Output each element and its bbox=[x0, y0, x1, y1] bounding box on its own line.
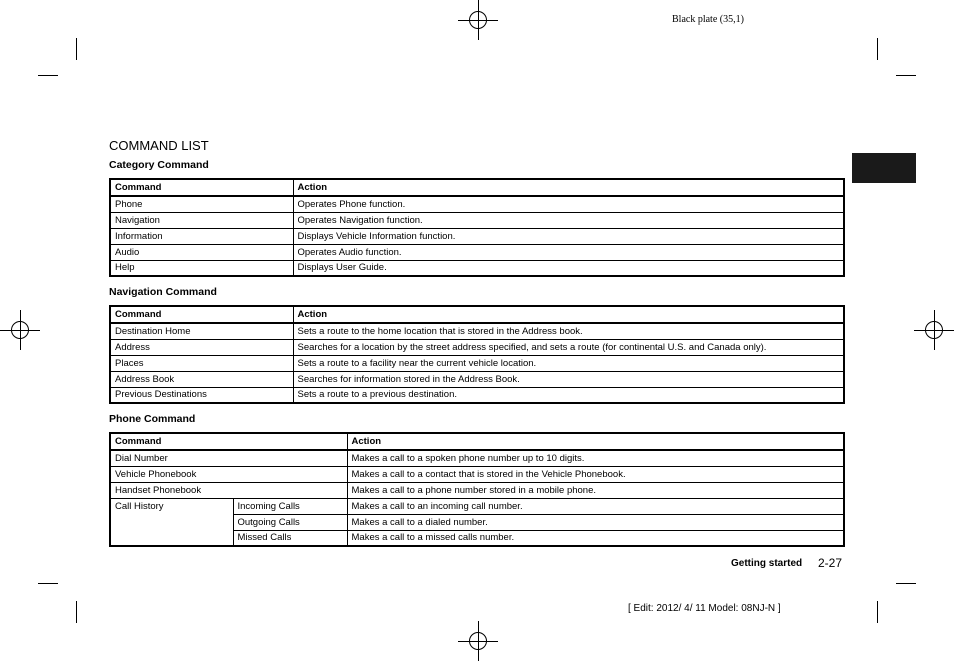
subcommand-cell: Missed Calls bbox=[233, 530, 347, 546]
crop-mark bbox=[38, 583, 58, 584]
action-cell: Displays User Guide. bbox=[293, 260, 844, 276]
column-header-action: Action bbox=[293, 306, 844, 323]
registration-mark bbox=[914, 310, 954, 350]
table-row bbox=[110, 482, 844, 498]
column-header-action: Action bbox=[347, 433, 844, 450]
call-history-cell: Call History bbox=[110, 498, 233, 546]
crop-mark bbox=[877, 38, 878, 60]
action-cell: Sets a route to the home location that is stored in the Address book. bbox=[293, 323, 844, 339]
navigation-command-heading: Navigation Command bbox=[109, 286, 217, 298]
navigation-command-table bbox=[109, 305, 845, 404]
crop-mark bbox=[76, 601, 77, 623]
action-cell: Makes a call to an incoming call number. bbox=[347, 498, 844, 514]
table-row bbox=[110, 260, 844, 276]
crop-mark bbox=[877, 601, 878, 623]
table-row bbox=[110, 196, 844, 212]
crop-mark bbox=[896, 75, 916, 76]
command-cell: Vehicle Phonebook bbox=[110, 466, 347, 482]
column-header-action: Action bbox=[293, 179, 844, 196]
command-cell: Navigation bbox=[110, 212, 293, 228]
action-cell: Searches for a location by the street address specified, and sets a route (for continental U.S. and Canada only). bbox=[293, 339, 844, 355]
command-cell: Phone bbox=[110, 196, 293, 212]
registration-mark bbox=[458, 0, 498, 40]
column-header-command: Command bbox=[110, 306, 293, 323]
action-cell: Makes a call to a spoken phone number up to 10 digits. bbox=[347, 450, 844, 466]
chapter-tab bbox=[852, 153, 916, 183]
category-command-table bbox=[109, 178, 845, 277]
action-cell: Displays Vehicle Information function. bbox=[293, 228, 844, 244]
command-cell: Dial Number bbox=[110, 450, 347, 466]
edit-info: [ Edit: 2012/ 4/ 11 Model: 08NJ-N ] bbox=[628, 603, 781, 614]
table-header-row bbox=[110, 433, 844, 450]
action-cell: Makes a call to a contact that is stored in the Vehicle Phonebook. bbox=[347, 466, 844, 482]
plate-label: Black plate (35,1) bbox=[672, 14, 744, 25]
command-cell: Information bbox=[110, 228, 293, 244]
table-row bbox=[110, 371, 844, 387]
footer-section-name: Getting started bbox=[731, 558, 803, 569]
phone-command-table bbox=[109, 432, 845, 547]
phone-command-heading: Phone Command bbox=[109, 413, 196, 425]
table-row bbox=[110, 323, 844, 339]
command-cell: Address bbox=[110, 339, 293, 355]
table-row bbox=[110, 355, 844, 371]
table-row bbox=[110, 387, 844, 403]
command-cell: Address Book bbox=[110, 371, 293, 387]
table-row bbox=[110, 212, 844, 228]
command-cell: Help bbox=[110, 260, 293, 276]
table-row bbox=[110, 244, 844, 260]
command-cell: Audio bbox=[110, 244, 293, 260]
table-header-row bbox=[110, 306, 844, 323]
action-cell: Sets a route to a previous destination. bbox=[293, 387, 844, 403]
action-cell: Sets a route to a facility near the current vehicle location. bbox=[293, 355, 844, 371]
registration-mark bbox=[0, 310, 40, 350]
table-header-row bbox=[110, 179, 844, 196]
page-title: COMMAND LIST bbox=[109, 138, 209, 153]
command-cell: Places bbox=[110, 355, 293, 371]
table-row bbox=[110, 466, 844, 482]
page-number: 2-27 bbox=[818, 556, 843, 570]
subcommand-cell: Outgoing Calls bbox=[233, 514, 347, 530]
action-cell: Makes a call to a phone number stored in a mobile phone. bbox=[347, 482, 844, 498]
action-cell: Searches for information stored in the Address Book. bbox=[293, 371, 844, 387]
action-cell: Makes a call to a dialed number. bbox=[347, 514, 844, 530]
crop-mark bbox=[76, 38, 77, 60]
table-row bbox=[110, 228, 844, 244]
table-row bbox=[110, 498, 844, 514]
crop-mark bbox=[896, 583, 916, 584]
column-header-command: Command bbox=[110, 179, 293, 196]
category-command-heading: Category Command bbox=[109, 159, 209, 171]
action-cell: Operates Audio function. bbox=[293, 244, 844, 260]
command-cell: Previous Destinations bbox=[110, 387, 293, 403]
column-header-command: Command bbox=[110, 433, 347, 450]
registration-mark bbox=[458, 621, 498, 661]
action-cell: Operates Phone function. bbox=[293, 196, 844, 212]
command-cell: Destination Home bbox=[110, 323, 293, 339]
subcommand-cell: Incoming Calls bbox=[233, 498, 347, 514]
table-row bbox=[110, 450, 844, 466]
action-cell: Operates Navigation function. bbox=[293, 212, 844, 228]
crop-mark bbox=[38, 75, 58, 76]
action-cell: Makes a call to a missed calls number. bbox=[347, 530, 844, 546]
command-cell: Handset Phonebook bbox=[110, 482, 347, 498]
table-row bbox=[110, 339, 844, 355]
